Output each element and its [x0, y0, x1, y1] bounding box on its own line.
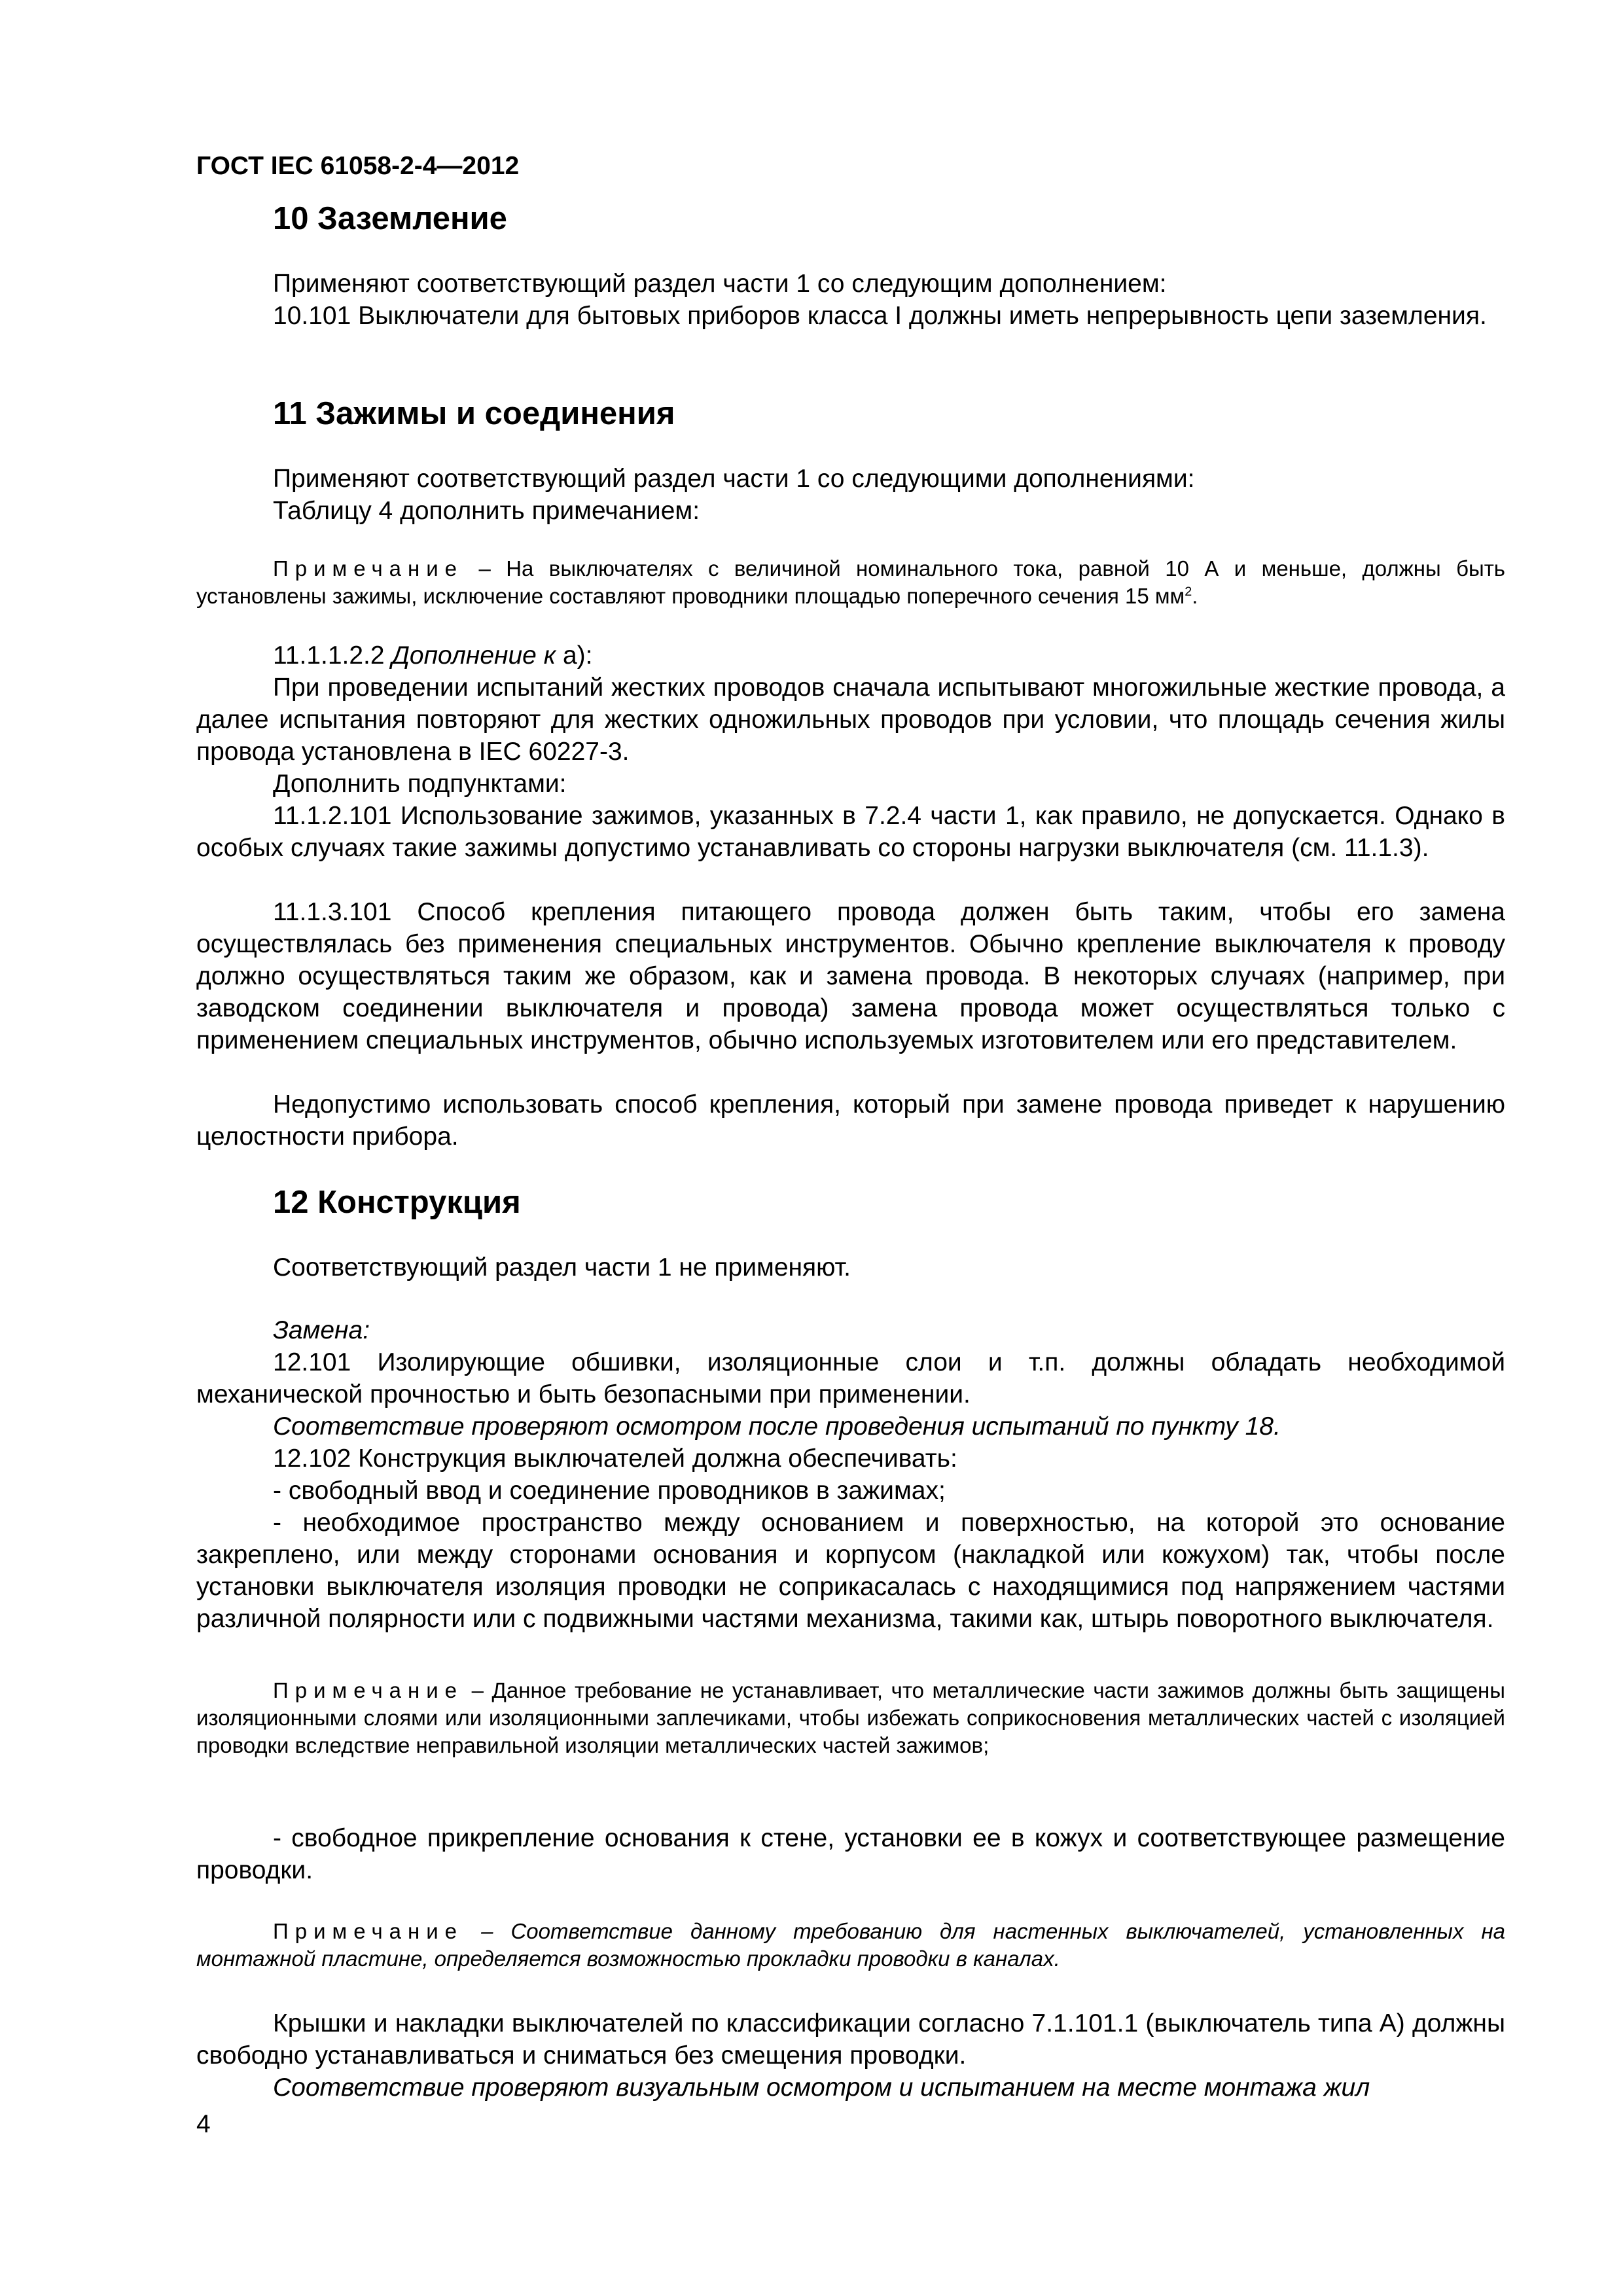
- clause-11-1-1-2-2: [196, 639, 1505, 672]
- clause-12-101: 12.101 Изолирующие обшивки, изоляционные слои и т.п. должны обладать необходимой механической прочностью и быть безопасными при применении.: [196, 1348, 1505, 1408]
- clause-12-102: 12.102 Конструкция выключателей должна обеспечивать:: [273, 1444, 957, 1473]
- note-text: – На выключателях с величиной номинального тока, равной 10 А и меньше, должны быть установлены зажимы, исключение составляют проводники площадью поперечного сечения 15 мм: [196, 556, 1505, 608]
- section-12-intro: Соответствующий раздел части 1 не применяют.: [273, 1253, 851, 1282]
- note-terminals: [196, 1677, 1505, 1759]
- clause-10-101: 10.101 Выключатели для бытовых приборов класса I должны иметь непрерывность цепи заземления.: [273, 302, 1487, 330]
- add-subclauses-paragraph: Дополнить подпунктами:: [273, 770, 567, 798]
- note-label: Примечание: [273, 556, 464, 581]
- note-table-4: [196, 555, 1505, 610]
- requirement-conductor-entry: - свободный ввод и соединение проводников в зажимах;: [273, 1477, 946, 1505]
- note-text: – Данное требование не устанавливает, что металлические части зажимов должны быть защищены изоляционными слоями или изоляционными заплечиками, чтобы избежать соприкосновения металлических частей с изоляцией проводки вследствие неправильной изоляции металлических частей зажимов;: [196, 1678, 1505, 1757]
- section-11-intro: Применяют соответствующий раздел части 1 со следующими дополнениями:: [273, 465, 1195, 493]
- clause-11-1-3-101: 11.1.3.101 Способ крепления питающего провода должен быть таким, чтобы его замена осуществлялась без применения специальных инструментов. Обычно крепление выключателя к проводу должно осуществляться таким же образом, как и замена провода. В некоторых случаях (например, при заводском соединении выключателя и провода) замена провода может осуществляться только с применением специальных инструментов, обычно используемых изготовителем или его представителем.: [196, 898, 1505, 1054]
- table-4-note-instruction: Таблицу 4 дополнить примечанием:: [273, 497, 700, 525]
- section-12-title: 12 Конструкция: [273, 1185, 521, 1220]
- note-wall-switches: [196, 1918, 1505, 1973]
- page-number: 4: [196, 2110, 211, 2138]
- clause-number: 11.1.1.2.2: [273, 641, 385, 670]
- note-superscript: 2: [1185, 584, 1192, 599]
- note-text: – Соответствие данному требованию для настенных выключателей, установленных на монтажной пластине, определяется возможностью прокладки проводки в каналах.: [196, 1919, 1506, 1971]
- note-label: Примечание: [273, 1919, 464, 1943]
- requirement-space: - необходимое пространство между основанием и поверхностью, на которой это основание закреплено, или между сторонами основания и корпусом (накладкой или кожухом) так, чтобы после установки выключателя изоляция проводки не соприкасалась с находящимися под напряжением частями различной полярности или с подвижными частями механизма, такими как, штырь поворотного выключателя.: [196, 1509, 1505, 1633]
- note-end: .: [1192, 584, 1198, 608]
- clause-italic-label: Дополнение к: [391, 641, 556, 670]
- compliance-check-18: Соответствие проверяют осмотром после проведения испытаний по пункту 18.: [273, 1412, 1281, 1441]
- clause-11-1-2-101: 11.1.2.101 Использование зажимов, указанных в 7.2.4 части 1, как правило, не допускается. Однако в особых случаях такие зажимы допустимо устанавливать со стороны нагрузки выключателя (см. 11.1.3).: [196, 802, 1505, 862]
- covers-paragraph: Крышки и накладки выключателей по классификации согласно 7.1.101.1 (выключатель типа А) должны свободно устанавливаться и сниматься без смещения проводки.: [196, 2009, 1505, 2070]
- section-11-title: 11 Зажимы и соединения: [273, 396, 675, 431]
- requirement-wall-mounting: - свободное прикрепление основания к стене, установки ее в кожух и соответствующее размещение проводки.: [196, 1824, 1505, 1884]
- stranded-conductors-paragraph: При проведении испытаний жестких проводов сначала испытывают многожильные жесткие провода, а далее испытания повторяют для жестких одножильных проводов при условии, что площадь сечения жилы провода установлена в IEC 60227-3.: [196, 673, 1505, 766]
- clause-item: а):: [562, 641, 593, 670]
- visual-inspection-paragraph: Соответствие проверяют визуальным осмотром и испытанием на месте монтажа жил: [273, 2073, 1370, 2102]
- document-header: ГОСТ IEC 61058-2-4—2012: [196, 152, 520, 180]
- replacement-label: Замена:: [273, 1316, 370, 1344]
- note-label: Примечание: [273, 1678, 464, 1702]
- integrity-paragraph: Недопустимо использовать способ крепления, который при замене провода приведет к нарушению целостности прибора.: [196, 1090, 1505, 1151]
- section-10-intro: Применяют соответствующий раздел части 1 со следующим дополнением:: [273, 270, 1167, 298]
- document-page: [196, 0, 1505, 2296]
- section-10-title: 10 Заземление: [273, 201, 507, 236]
